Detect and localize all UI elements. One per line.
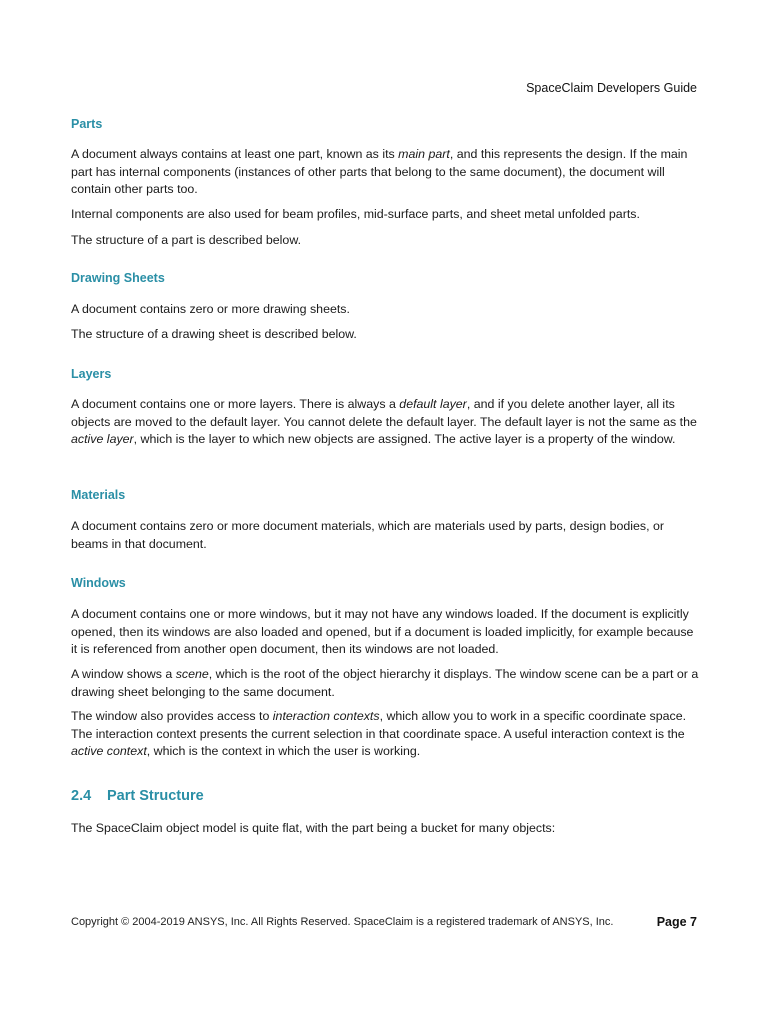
heading-drawing-sheets: Drawing Sheets bbox=[71, 271, 165, 285]
heading-materials: Materials bbox=[71, 488, 126, 502]
windows-paragraph-2: A window shows a scene, which is the root of the object hierarchy it displays. The window scene can be a part or a drawing sheet belonging to the same document. bbox=[71, 667, 699, 699]
parts-paragraph-1: A document always contains at least one part, known as its main part, and this represents the design. If the main part has internal components (instances of other parts that belong to the same document), the document will contain other parts too. bbox=[71, 147, 688, 196]
drawing-sheets-paragraph-1: A document contains zero or more drawing sheets. bbox=[71, 302, 350, 316]
parts-paragraph-2: Internal components are also used for beam profiles, mid-surface parts, and sheet metal unfolded parts. bbox=[71, 207, 640, 221]
parts-paragraph-3: The structure of a part is described below. bbox=[71, 233, 302, 247]
windows-paragraph-3: The window also provides access to interaction contexts, which allow you to work in a specific coordinate space. The interaction context presents the current selection in that coordinate space. A useful interaction context is the active context, which is the context in which the user is working. bbox=[71, 709, 687, 758]
layers-paragraph-1: A document contains one or more layers. There is always a default layer, and if you delete another layer, all its objects are moved to the default layer. You cannot delete the default layer. The default layer is not the same as the active layer, which is the layer to which new objects are assigned. The active layer is a property of the window. bbox=[71, 397, 697, 446]
section-number: 2.4 bbox=[71, 788, 92, 804]
section-heading-part-structure bbox=[71, 788, 204, 804]
running-header: SpaceClaim Developers Guide bbox=[526, 81, 697, 95]
heading-parts: Parts bbox=[71, 117, 103, 131]
footer-copyright: Copyright © 2004-2019 ANSYS, Inc. All Rights Reserved. SpaceClaim is a registered trademark of ANSYS, Inc. bbox=[71, 916, 614, 928]
heading-layers: Layers bbox=[71, 367, 112, 381]
page-number: Page 7 bbox=[656, 915, 697, 929]
part-structure-paragraph-1: The SpaceClaim object model is quite flat, with the part being a bucket for many objects: bbox=[71, 821, 556, 835]
materials-paragraph-1: A document contains zero or more document materials, which are materials used by parts, design bodies, or beams in that document. bbox=[71, 519, 664, 551]
section-title: Part Structure bbox=[107, 788, 204, 804]
drawing-sheets-paragraph-2: The structure of a drawing sheet is described below. bbox=[71, 327, 357, 341]
heading-windows: Windows bbox=[71, 576, 126, 590]
windows-paragraph-1: A document contains one or more windows, but it may not have any windows loaded. If the document is explicitly opened, then its windows are also loaded and opened, but if a document is loaded implicitly, for example because it is referenced from another open document, then its windows are not loaded. bbox=[71, 607, 694, 656]
